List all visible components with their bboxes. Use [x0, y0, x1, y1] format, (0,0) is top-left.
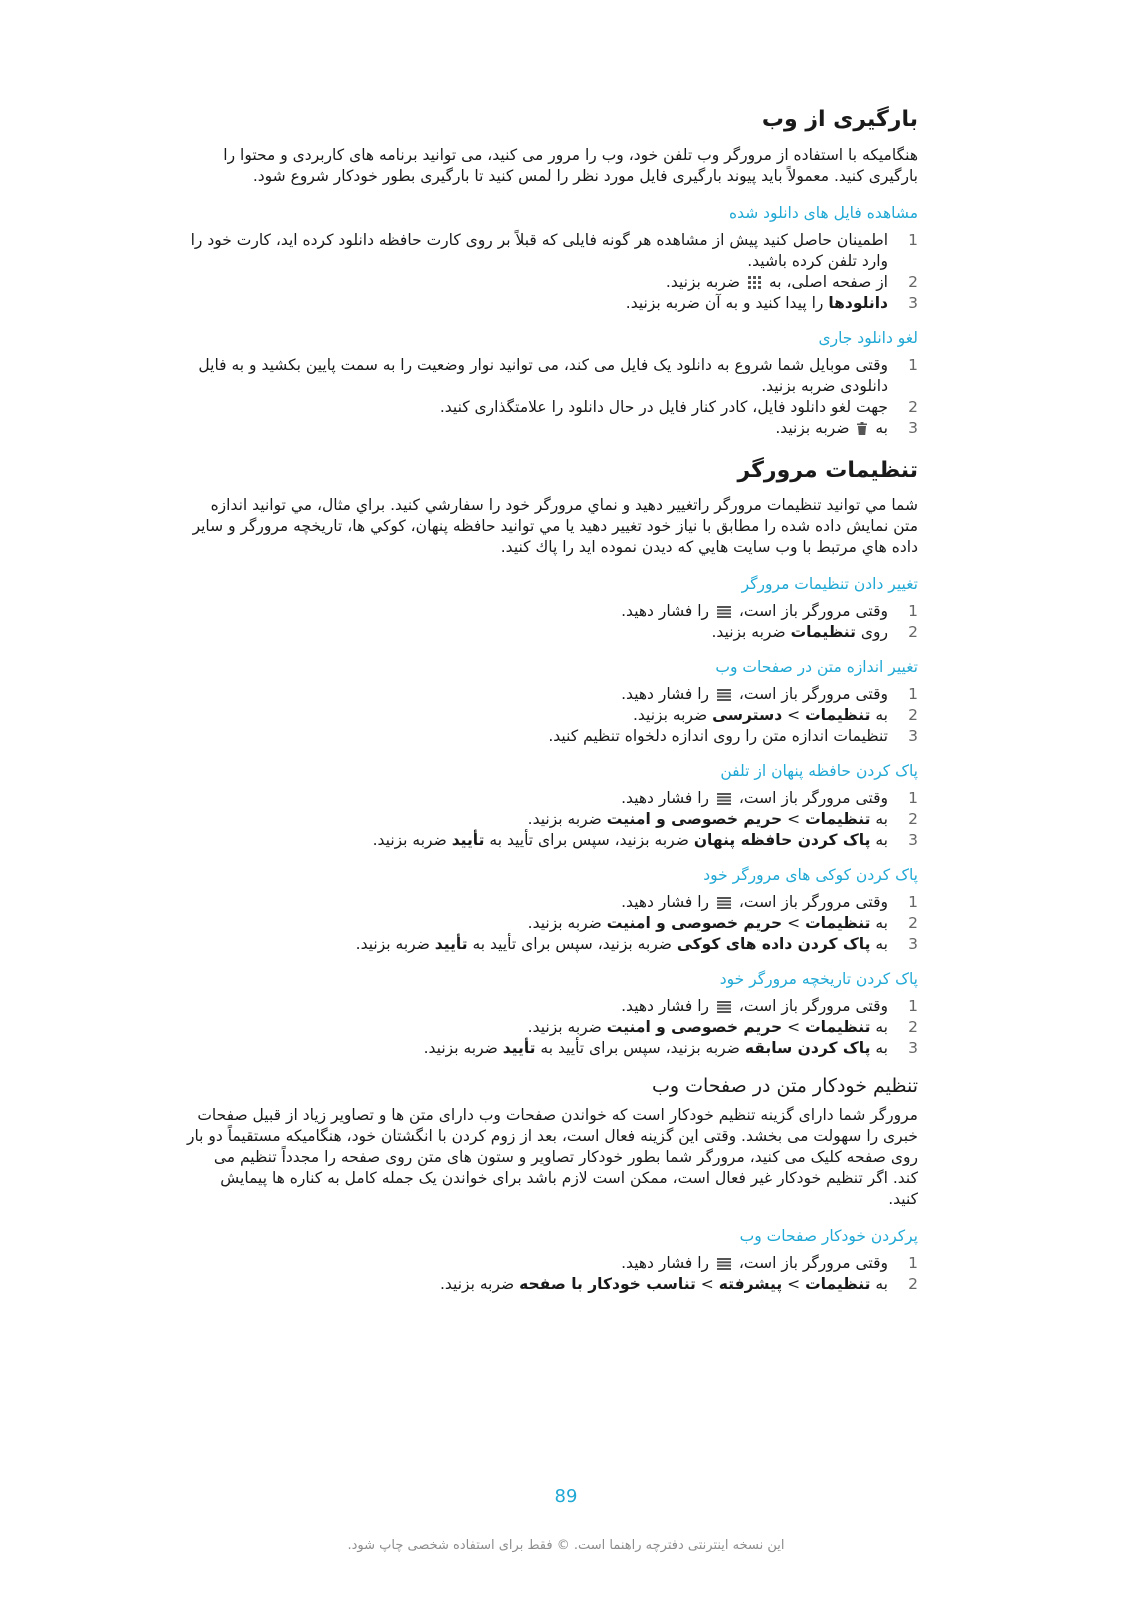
- bold-term: تنظیمات: [805, 914, 871, 933]
- step-text: را فشار دهید.: [621, 789, 710, 808]
- step-number: 3: [908, 418, 918, 437]
- step: [186, 830, 918, 851]
- bold-term: تنظیمات: [805, 1018, 871, 1037]
- subheading-clear-cookies: پاک کردن کوکی های مرورگر خود: [703, 866, 918, 885]
- separator: >: [700, 1275, 714, 1294]
- step-text: ضربه بزنید.: [527, 914, 602, 933]
- step-text: ضربه بزنید، سپس برای تأیید به: [472, 935, 672, 954]
- separator: >: [787, 914, 801, 933]
- steps-clear-cookies: [186, 892, 918, 955]
- bold-term: تنظیمات: [805, 706, 871, 725]
- separator: >: [787, 706, 801, 725]
- section-title-browser-settings: تنظیمات مرورگر: [737, 457, 918, 483]
- step: [186, 622, 918, 643]
- step-number: 1: [908, 893, 918, 912]
- steps-view-downloads: [186, 230, 918, 314]
- section-intro-download: هنگامیکه با استفاده از مرورگر وب تلفن خود، وب را مرور می کنید، می توانید برنامه های کاربردی و محتوا را بارگیری کنید. معمولاً باید پیوند بارگیری فایل مورد نظر را لمس کنید تا بارگیری بطور خودکار شروع شود.: [223, 145, 918, 185]
- menu-icon: [717, 897, 731, 909]
- step-number: 3: [908, 727, 918, 746]
- step-text: ضربه بزنید، سپس برای تأیید به: [540, 1039, 740, 1058]
- bold-term: پاک کردن سابقه: [744, 1039, 871, 1058]
- step-text: ضربه بزنید.: [527, 810, 602, 829]
- step-text: تنظیمات اندازه متن را روی اندازه دلخواه تنظیم کنید.: [548, 727, 888, 746]
- step-number: 2: [908, 623, 918, 642]
- step-number: 1: [908, 789, 918, 808]
- steps-clear-cache: [186, 788, 918, 851]
- step-text: جهت لغو دانلود فایل، کادر کنار فایل در حال دانلود را علامتگذاری کنید.: [439, 397, 888, 416]
- step: [186, 705, 918, 726]
- section-intro-autofit: مرورگر شما دارای گزینه تنظیم خودکار است که خواندن صفحات وب دارای متن ها و تصاویر زیاد از قبیل صفحات خبری را سهولت می بخشد. وقتی این گزینه فعال است، بعد از زوم کردن با انگشتان خود، هنگامیکه مستقیماً دو بار روی صفحه کلیک می کنید، مرورگر شما بطور خودکار تصاویر و ستون های متن روی صفحه را مجدداً تنظیم می کند. اگر تنظیم خودکار غیر فعال است، ممکن است لازم باشد برای خواندن یک جمله کامل به کناره ها پیمایش کنید.: [186, 1106, 918, 1209]
- step-text: را فشار دهید.: [621, 893, 710, 912]
- subheading-cancel-download: لغو دانلود جاری: [818, 328, 918, 347]
- step-text: وقتی مرورگر باز است،: [738, 1254, 888, 1273]
- step-number: 1: [908, 602, 918, 621]
- step-text: ضربه بزنید.: [632, 706, 708, 725]
- subheading-autofit: پرکردن خودکار صفحات وب: [739, 1227, 918, 1246]
- section-title-download: بارگیری از وب: [761, 107, 918, 132]
- step-text: به: [875, 935, 888, 954]
- step: [186, 293, 918, 314]
- step-text: را فشار دهید.: [621, 1254, 710, 1273]
- step: [186, 788, 918, 809]
- menu-icon: [717, 606, 731, 618]
- subheading-clear-history: پاک کردن تاریخچه مرورگر خود: [719, 970, 918, 989]
- step-number: 3: [908, 935, 918, 954]
- step-number: 1: [908, 997, 918, 1016]
- bold-term: تنظیمات: [805, 810, 871, 829]
- step: [186, 272, 918, 293]
- step-text: وقتی مرورگر باز است،: [738, 893, 888, 912]
- step-number: 2: [908, 706, 918, 725]
- apps-grid-icon: [748, 276, 761, 289]
- step-number: 1: [908, 355, 918, 374]
- step: [186, 726, 918, 747]
- bold-term: پاک کردن حافظه پنهان: [693, 831, 871, 850]
- step: [186, 913, 918, 934]
- menu-icon: [717, 689, 731, 701]
- section-intro-browser-settings: شما مي توانيد تنظيمات مرورگر راتغيير دهيد و نماي مرورگر خود را سفارشي كنيد. براي مثال، مي توانيد اندازه متن نمايش داده شده را مطابق با نياز خود تغيير دهيد يا مي توانيد حافظه پنهان، كوكي ها، تاريخچه مرورگر و ساير داده هاي مرتبط با وب سايت هايي كه ديدن نموده ايد را پاك كنيد.: [192, 496, 918, 557]
- step: [186, 1017, 918, 1038]
- steps-clear-history: [186, 996, 918, 1059]
- step-text: ضربه بزنید.: [372, 831, 447, 850]
- step-number: 1: [908, 685, 918, 704]
- step: [186, 355, 918, 397]
- bold-term: تأیید: [451, 831, 485, 850]
- step: [186, 418, 918, 439]
- step-text: ضربه بزنید، سپس برای تأیید به: [489, 831, 689, 850]
- step: [186, 1038, 918, 1059]
- menu-icon: [717, 1258, 731, 1270]
- step-text: را فشار دهید.: [621, 997, 710, 1016]
- bold-term: دانلودها: [828, 293, 888, 312]
- step: [186, 230, 918, 272]
- separator: >: [787, 1275, 801, 1294]
- step-text: به: [875, 706, 888, 725]
- step-text: ضربه بزنید.: [355, 935, 430, 954]
- page-content: [186, 96, 918, 1303]
- step-text: روی: [860, 623, 888, 642]
- bold-term: تناسب خودکار با صفحه: [519, 1275, 696, 1294]
- trash-icon: [857, 422, 867, 435]
- bold-term: حریم خصوصی و امنیت: [606, 1018, 783, 1037]
- step: [186, 996, 918, 1017]
- bold-term: دسترسی: [712, 706, 783, 725]
- footer-note: این نسخه اینترنتی دفترچه راهنما است. © فقط برای استفاده شخصی چاپ شود.: [347, 1538, 785, 1553]
- steps-autofit: [186, 1253, 918, 1295]
- section-title-autofit: تنظیم خودکار متن در صفحات وب: [652, 1075, 918, 1098]
- separator: >: [787, 810, 801, 829]
- bold-term: پیشرفته: [718, 1275, 783, 1294]
- step-text: ضربه بزنید.: [775, 418, 850, 437]
- step: [186, 684, 918, 705]
- menu-icon: [717, 1001, 731, 1013]
- step-text: وقتی مرورگر باز است،: [738, 685, 888, 704]
- step-text: به: [875, 1018, 888, 1037]
- step: [186, 809, 918, 830]
- step-text: به: [875, 914, 888, 933]
- step-text: وقتی مرورگر باز است،: [738, 789, 888, 808]
- steps-change-settings: [186, 601, 918, 643]
- step: [186, 397, 918, 418]
- step: [186, 601, 918, 622]
- steps-text-size: [186, 684, 918, 747]
- bold-term: حریم خصوصی و امنیت: [606, 810, 783, 829]
- step-text: را پیدا کنید و به آن ضربه بزنید.: [625, 293, 824, 312]
- step-number: 2: [908, 397, 918, 416]
- step-text: ضربه بزنید.: [527, 1018, 602, 1037]
- step: [186, 1274, 918, 1295]
- page-number: 89: [554, 1486, 578, 1507]
- subheading-change-settings: تغییر دادن تنظیمات مرورگر: [741, 575, 918, 594]
- step-text: به: [875, 810, 888, 829]
- step-number: 2: [908, 810, 918, 829]
- subheading-view-downloads: مشاهده فایل های دانلود شده: [728, 203, 918, 222]
- step-text: از صفحه اصلی، به: [768, 272, 888, 291]
- step-number: 1: [908, 230, 918, 249]
- bold-term: تأیید: [434, 935, 468, 954]
- separator: >: [787, 1018, 801, 1037]
- step-number: 3: [908, 293, 918, 312]
- step-text: ضربه بزنید.: [711, 623, 786, 642]
- bold-term: تنظیمات: [805, 1275, 871, 1294]
- step-text: وقتی مرورگر باز است،: [738, 602, 888, 621]
- step-text: وقتی مرورگر باز است،: [738, 997, 888, 1016]
- step-text: به: [875, 1039, 888, 1058]
- bold-term: پاک کردن داده های کوکی: [676, 935, 871, 954]
- step-number: 3: [908, 831, 918, 850]
- menu-icon: [717, 793, 731, 805]
- step-text: به: [875, 831, 888, 850]
- step-text: ضربه بزنید.: [665, 272, 741, 291]
- step: [186, 1253, 918, 1274]
- step-text: اطمینان حاصل کنید پیش از مشاهده هر گونه فایلی که قبلاً بر روی کارت حافظه دانلود کرده اید، کارت خود را وارد تلفن کرده باشید.: [190, 230, 888, 270]
- step-number: 2: [908, 914, 918, 933]
- step-text: وقتی موبایل شما شروع به دانلود یک فایل می کند، می توانید نوار وضعیت را به سمت پایین بکشید و به فایل دانلودی ضربه بزنید.: [198, 355, 888, 395]
- step-text: را فشار دهید.: [621, 602, 710, 621]
- step-text: را فشار دهید.: [621, 685, 710, 704]
- step-text: به: [875, 418, 888, 437]
- step: [186, 934, 918, 955]
- subheading-text-size: تغییر اندازه متن در صفحات وب: [715, 658, 918, 677]
- bold-term: تأیید: [502, 1039, 536, 1058]
- step-number: 2: [908, 1018, 918, 1037]
- step-text: ضربه بزنید.: [423, 1039, 498, 1058]
- step-number: 2: [908, 272, 918, 291]
- step-text: به: [875, 1275, 888, 1294]
- step-number: 2: [908, 1275, 918, 1294]
- step-text: ضربه بزنید.: [439, 1275, 515, 1294]
- bold-term: حریم خصوصی و امنیت: [606, 914, 783, 933]
- steps-cancel-download: [186, 355, 918, 439]
- bold-term: تنظیمات: [790, 623, 856, 642]
- step-number: 1: [908, 1254, 918, 1273]
- step: [186, 892, 918, 913]
- step-number: 3: [908, 1039, 918, 1058]
- subheading-clear-cache: پاک کردن حافظه پنهان از تلفن: [720, 762, 918, 781]
